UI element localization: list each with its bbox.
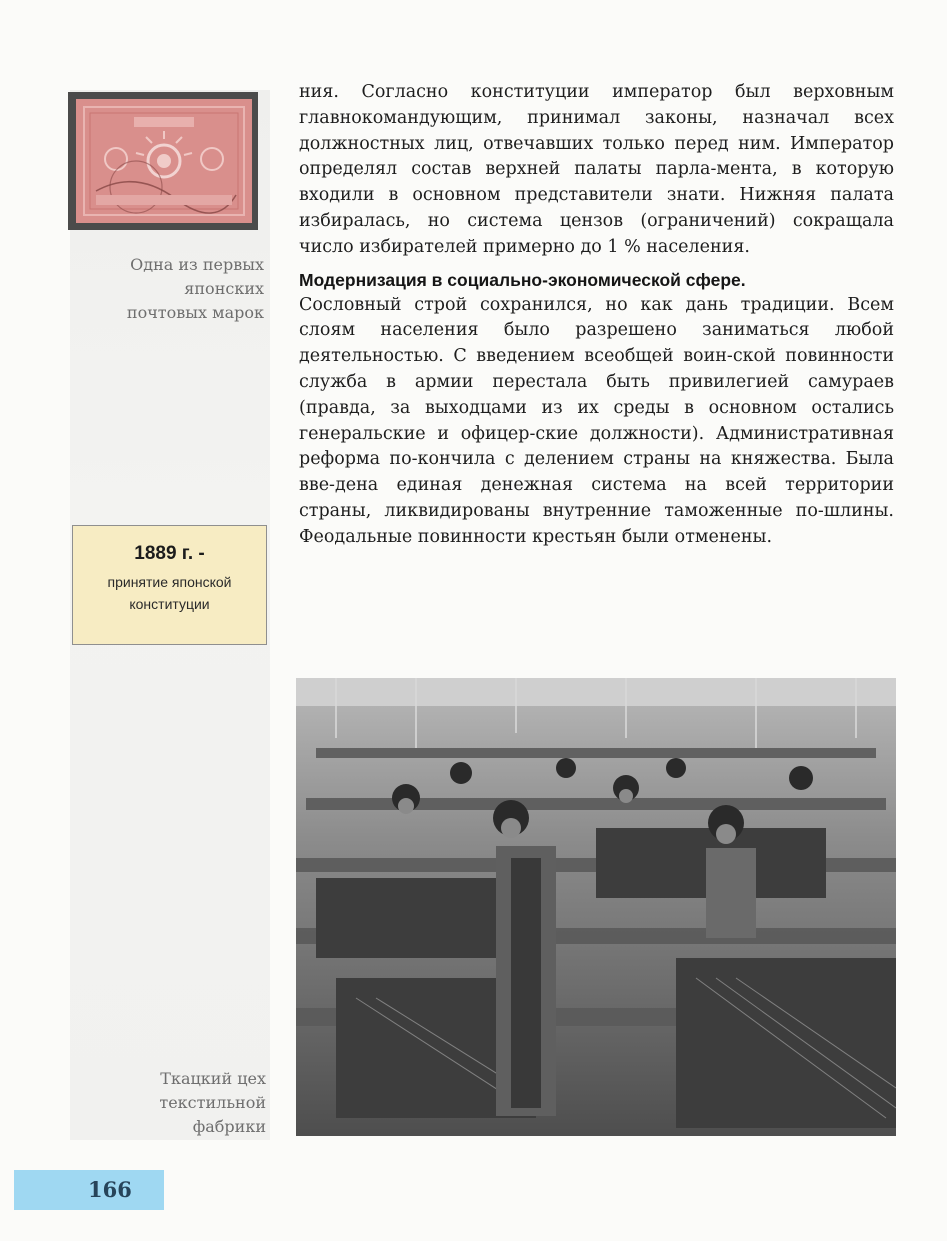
stamp-caption-line: почтовых марок <box>126 303 264 322</box>
weaving-factory-photo <box>296 678 896 1136</box>
main-text-column <box>299 80 894 551</box>
photo-caption-line: текстильной <box>159 1093 266 1112</box>
stamp-caption-line: японских <box>184 279 264 298</box>
stamp-caption-line: Одна из первых <box>130 255 264 274</box>
stamp-caption <box>74 253 264 325</box>
page-number: 166 <box>88 1177 132 1202</box>
date-description-line: конституции <box>129 596 210 612</box>
date-year: 1889 г. - <box>134 543 205 564</box>
postage-stamp-image <box>76 99 252 223</box>
photo-caption-line: Ткацкий цех <box>160 1069 266 1088</box>
photo-caption-line: фабрики <box>192 1117 266 1136</box>
date-description-line: принятие японской <box>107 574 232 590</box>
body-paragraph: Сословный строй сохранился, но как дань традиции. Всем слоям населения было разрешено заниматься любой деятельностью. С введением всеобщей воин-ской повинности служба в армии перестала быть привилегией самураев (правда, за выходцами из их среды в основном остались генеральские и офицер-ские должности). Административная реформа по-кончила с делением страны на княжества. Была вве-дена единая денежная система на всей территории страны, ликвидированы внутренние таможенные по-шлины. Феодальные повинности крестьян были отменены. <box>299 294 894 547</box>
photo-caption <box>76 1067 266 1139</box>
body-paragraph: ния. Согласно конституции император был верховным главнокомандующим, принимал законы, назначал всех должностных лиц, отвечавших только перед ним. Император определял состав верхней палаты парла-мента, в которую входили в основном представители знати. Нижняя палата избиралась, но система цензов (ограничений) сокращала число избирателей примерно до 1 % населения. <box>299 82 894 257</box>
date-description <box>73 571 266 615</box>
section-subheading: Модернизация в социально-экономической сфере. <box>299 269 746 290</box>
date-callout-box <box>72 525 267 645</box>
